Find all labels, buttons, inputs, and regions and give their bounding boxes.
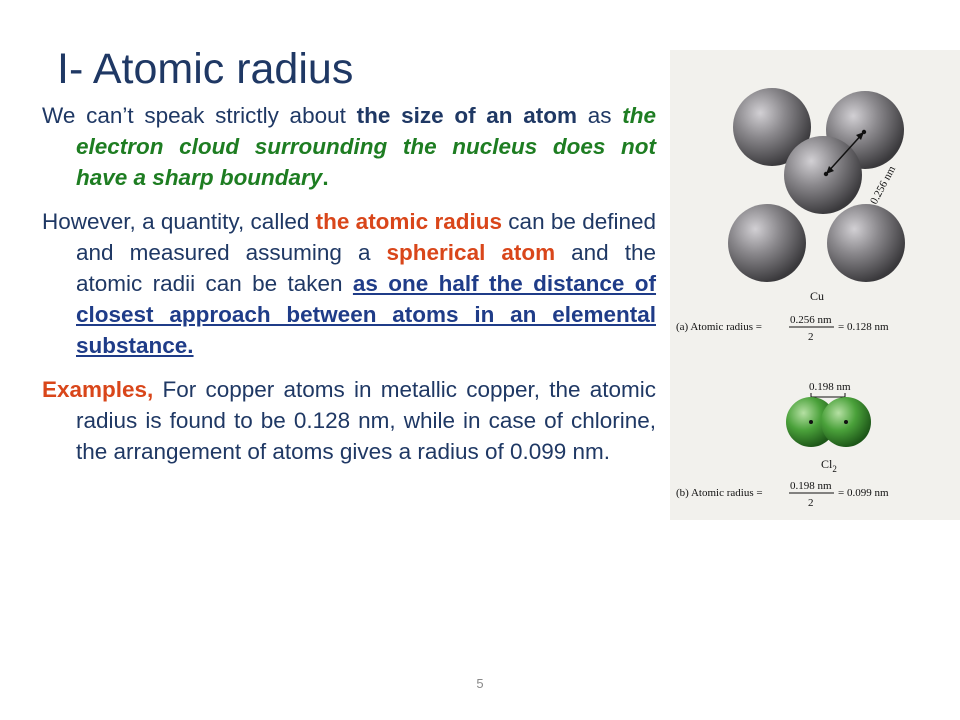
p1-text-1: We can’t speak strictly about <box>42 103 357 128</box>
p1-electron-cloud-phrase: the electron cloud surrounding the nucleus does not have a sharp boundary <box>76 103 656 190</box>
atomic-radius-figure <box>670 50 960 520</box>
p3-examples-label: Examples, <box>42 377 154 402</box>
p2-text-2: can be defined and measured assuming a <box>76 209 657 265</box>
cu-formula-denominator: 2 <box>808 331 814 343</box>
atomic-radius-diagram <box>670 50 960 520</box>
p2-atomic-radius-term: the atomic radius <box>315 209 503 234</box>
p3-text: For copper atoms in metallic copper, the atomic radius is found to be 0.128 nm, while in case of chlorine, the arrangement of atoms gives a radius of 0.099 nm. <box>76 377 656 464</box>
cl-formula-numerator: 0.198 nm <box>790 480 832 492</box>
cl-formula-prefix: (b) Atomic radius = <box>676 487 763 499</box>
p1-period: . <box>322 165 329 190</box>
cl-left-nucleus-dot <box>809 420 813 424</box>
page-number: 5 <box>476 676 484 691</box>
p1-text-2: as <box>577 103 623 128</box>
paragraph-electron-cloud <box>42 100 656 193</box>
cu-formula-numerator: 0.256 nm <box>790 314 832 326</box>
cl-element-label <box>821 457 837 474</box>
cl-right-nucleus-dot <box>844 420 848 424</box>
p2-text-1: However, a quantity, called <box>42 209 316 234</box>
p2-definition-underlined: as one half the distance of closest approach between atoms in an elemental substance. <box>76 271 657 358</box>
cl-distance-label: 0.198 nm <box>809 381 851 393</box>
slide-title: I- Atomic radius <box>57 45 354 93</box>
cu-atom-bottom-right <box>827 204 905 282</box>
paragraph-atomic-radius-definition <box>42 206 656 361</box>
slide-body <box>42 100 656 480</box>
p2-text-3: and the atomic radii can be taken <box>76 240 657 296</box>
cl-element-symbol: Cl <box>821 457 833 471</box>
p1-size-of-atom: the size of an atom <box>356 103 578 128</box>
cu-atom-bottom-left <box>728 204 806 282</box>
cl-formula-result: = 0.099 nm <box>838 487 889 499</box>
cu-formula-prefix: (a) Atomic radius = <box>676 321 762 333</box>
cu-element-label: Cu <box>810 289 825 303</box>
cu-center-dot <box>824 172 828 176</box>
cu-top-right-dot <box>862 130 866 134</box>
p2-spherical-atom: spherical atom <box>386 240 556 265</box>
paragraph-examples <box>42 374 656 467</box>
cl-formula-denominator: 2 <box>808 497 814 509</box>
cl-element-subscript: 2 <box>832 464 837 474</box>
cu-distance-label: 0.256 nm <box>868 164 899 207</box>
cu-formula-result: = 0.128 nm <box>838 321 889 333</box>
